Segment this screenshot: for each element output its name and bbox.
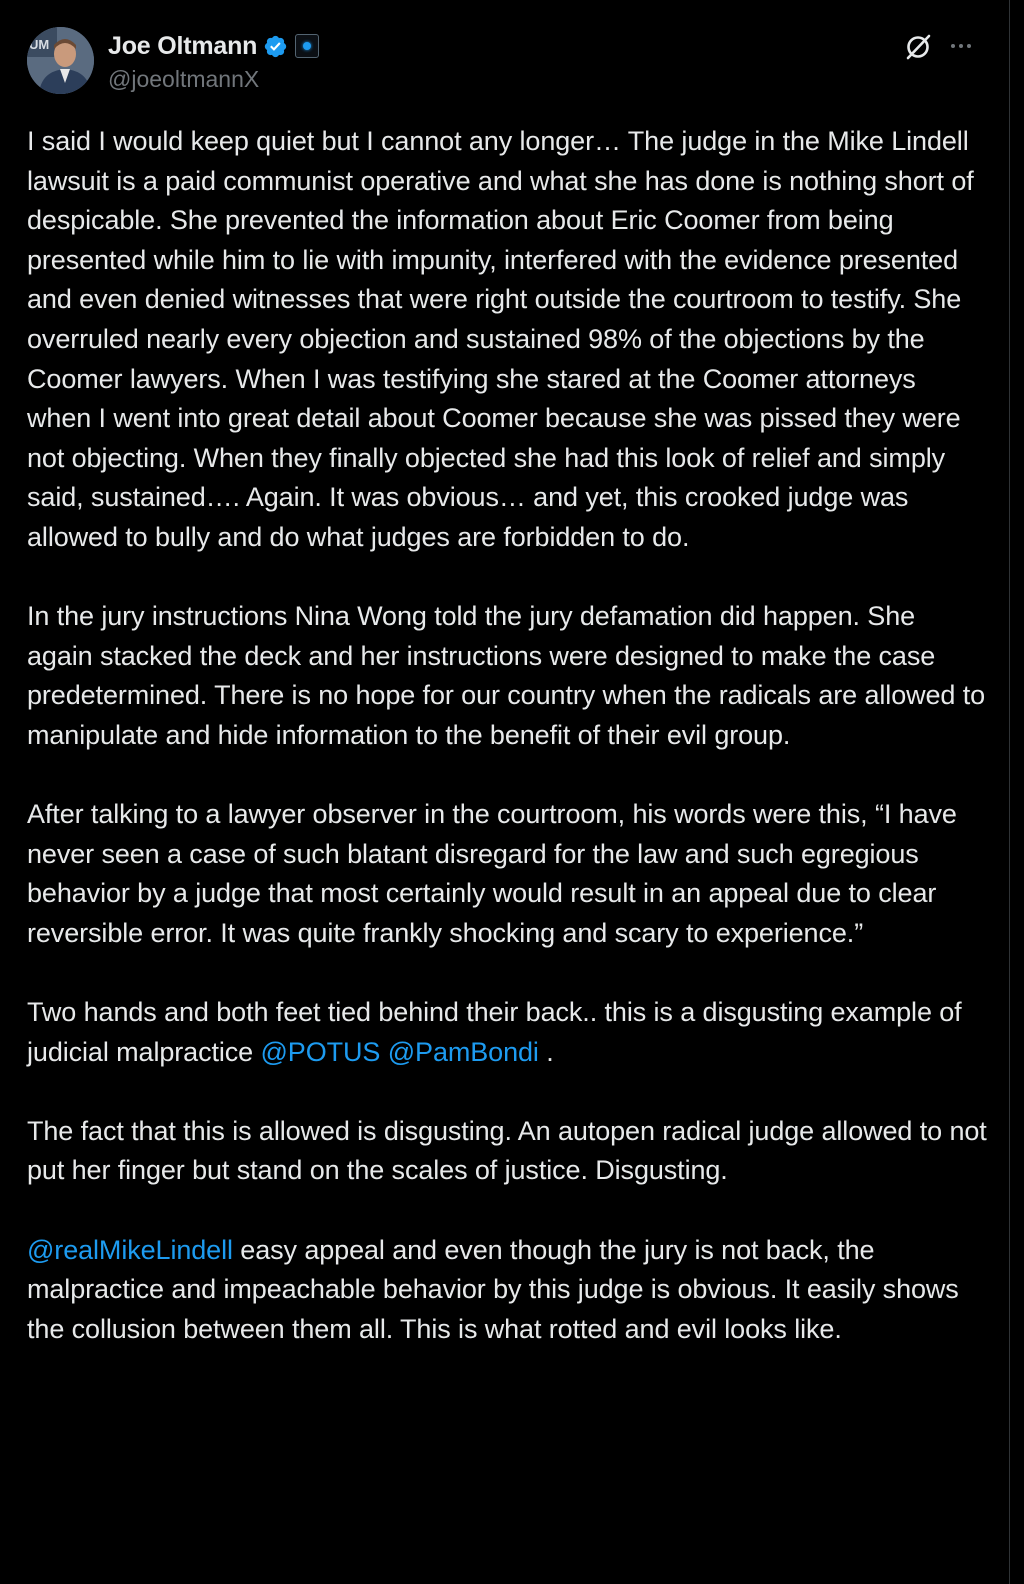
verified-badge-icon <box>263 34 288 59</box>
tweet-paragraph-3: After talking to a lawyer observer in the courtroom, his words were this, “I have never seen a case of such blatant disregard for the law and such egregious behavior by a judge that most certainly would result in an appeal due to clear reversible error. It was quite frankly shocking and scary to experience.” <box>27 799 965 948</box>
tweet-header <box>27 27 1009 97</box>
tweet-paragraph-4 <box>27 993 987 1072</box>
tweet-paragraph-6 <box>27 1231 987 1350</box>
grok-icon[interactable] <box>902 31 934 63</box>
author-info <box>108 29 319 93</box>
tweet-paragraph-4-end: . <box>538 1036 554 1067</box>
tweet-paragraph-1: I said I would keep quiet but I cannot any longer… The judge in the Mike Lindell lawsuit is a paid communist operative and what she has done is nothing short of despicable. She prevented the information about Eric Coomer from being presented while him to lie with impunity, interfered with the evidence presented and even denied witnesses that were right outside the courtroom to testify. She overruled nearly every objection and sustained 98% of the objections by the Coomer lawyers. When I was testifying she stared at the Coomer attorneys when I went into great detail about Coomer because she was pissed they were not objecting. When they finally objected she had this look of relief and simply said, sustained…. Again. It was obvious… and yet, this crooked judge was allowed to bully and do what judges are forbidden to do. <box>27 126 982 552</box>
affiliate-badge-icon[interactable] <box>295 34 319 58</box>
mention-reallindell-link[interactable]: @realMikeLindell <box>27 1234 233 1265</box>
name-row <box>108 29 319 63</box>
tweet-text <box>27 122 995 1389</box>
handle[interactable]: @joeoltmannX <box>108 66 260 92</box>
tweet-paragraph-6-text: easy appeal and even though the jury is not back, the malpractice and impeachable behavior by this judge is obvious. It easily shows the collusion between them all. This is what rotted and evil looks like. <box>27 1234 967 1344</box>
tweet-paragraph-4-text: Two hands and both feet tied behind their back.. this is a disgusting example of judicial malpractice <box>27 997 969 1067</box>
tweet-paragraph-2: In the jury instructions Nina Wong told the jury defamation did happen. She again stacked the deck and her instructions were designed to make the case predetermined. There is no hope for our country when the radicals are allowed to manipulate and hide information to the benefit of their evil group. <box>27 601 993 750</box>
display-name[interactable]: Joe Oltmann <box>108 31 258 60</box>
tweet-paragraph-5: The fact that this is allowed is disgusting. An autopen radical judge allowed to not put her finger but stand on the scales of justice. Disgusting. <box>27 1115 995 1186</box>
mention-pambondi-link[interactable]: @PamBondi <box>387 1036 539 1067</box>
mention-potus-link[interactable]: @POTUS <box>260 1036 381 1067</box>
more-options-icon[interactable] <box>946 31 976 61</box>
mention-separator <box>380 1037 387 1067</box>
avatar[interactable] <box>27 27 94 94</box>
avatar-backdrop-text: UM <box>29 37 50 52</box>
